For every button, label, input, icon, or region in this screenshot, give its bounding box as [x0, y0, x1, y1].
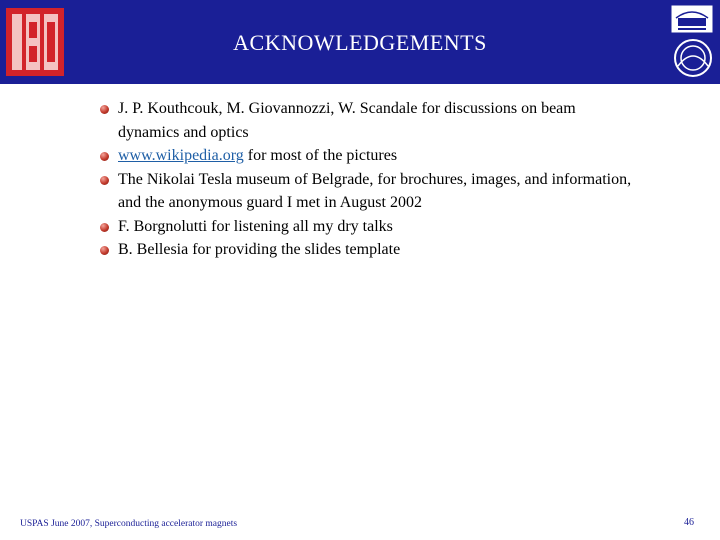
list-item [100, 97, 700, 144]
cern-logo-icon [670, 38, 716, 78]
bullet-icon [100, 152, 109, 161]
slide-title: ACKNOWLEDGEMENTS [233, 30, 487, 55]
acknowledgements-list [100, 97, 700, 262]
item-text: B. Bellesia for providing the slides template [118, 241, 401, 258]
wikipedia-link[interactable]: www.wikipedia.org [118, 147, 244, 164]
list-item [100, 144, 700, 168]
item-text: F. Borgnolutti for listening all my dry talks [118, 217, 393, 235]
bullet-icon [100, 246, 109, 255]
header-bar [0, 0, 720, 84]
bullet-icon [100, 223, 109, 232]
page-number: 46 [684, 517, 694, 528]
list-item [100, 168, 700, 215]
lab-building-icon [670, 4, 714, 34]
list-item [100, 238, 700, 262]
list-item [100, 215, 700, 239]
item-text: J. P. Kouthcouk, M. Giovannozzi, W. Scandale for discussions on beam [118, 100, 576, 117]
item-text: The Nikolai Tesla museum of Belgrade, for brochures, images, and information, [118, 170, 632, 188]
footer-caption: USPAS June 2007, Superconducting accelerator magnets [20, 519, 238, 529]
item-text: for most of the pictures [243, 147, 398, 164]
item-text: and the anonymous guard I met in August 2002 [118, 194, 422, 211]
bullet-icon [100, 105, 109, 114]
bullet-icon [100, 176, 109, 185]
item-text: dynamics and optics [118, 123, 249, 141]
